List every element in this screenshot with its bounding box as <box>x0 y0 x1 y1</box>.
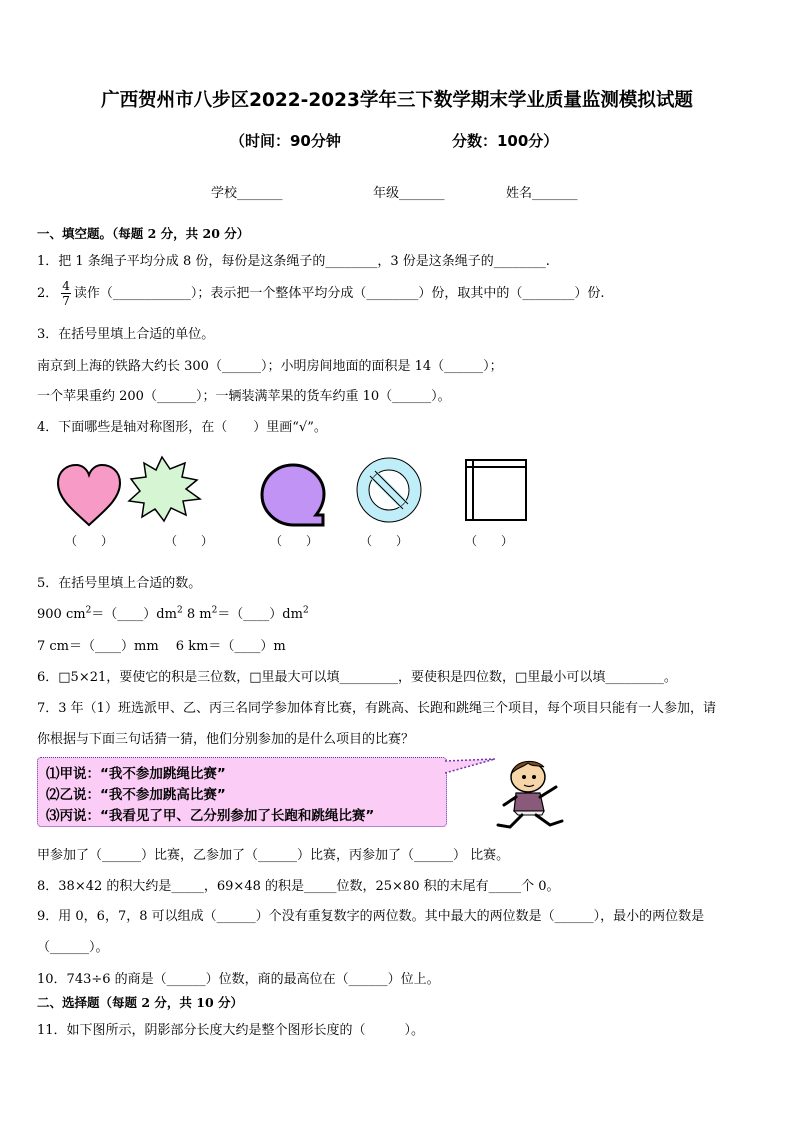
answer-paren-heart[interactable]: （ ） <box>65 534 114 548</box>
fraction-numerator: 4 <box>62 279 70 293</box>
time-label: （时间：90分钟 <box>230 132 341 150</box>
question-3-line-2: 一个苹果重约 200（______）；一辆装满苹果的货车约重 10（______）。 <box>37 389 451 404</box>
question-7-answer: 甲参加了（______）比赛，乙参加了（______）比赛，丙参加了（______） 比赛。 <box>37 848 510 863</box>
grade-field[interactable]: 年级_______ <box>373 186 445 201</box>
answer-paren-ring[interactable]: （ ） <box>360 534 409 548</box>
q2-number: 2． <box>37 286 59 301</box>
question-9-line-1: 9．用 0，6，7，8 可以组成（______）个没有重复数字的两位数。其中最大的两位数是（______），最小的两位数是 <box>37 909 705 924</box>
question-7-line-1: 7．3 年（1）班选派甲、乙、丙三名同学参加体育比赛，有跳高、长跑和跳绳三个项目，每个项目只能有一人参加，请 <box>37 701 716 716</box>
section-2-heading: 二、选择题（每题 2 分，共 10 分） <box>37 995 244 1010</box>
question-9-line-2: （______）。 <box>37 940 109 955</box>
school-field[interactable]: 学校_______ <box>211 186 283 201</box>
square-frame-icon <box>466 460 526 520</box>
question-10: 10．743÷6 的商是（______）位数，商的最高位在（______）位上。 <box>37 972 440 987</box>
running-boy-icon <box>490 755 575 835</box>
page-title: 广西贺州市八步区2022-2023学年三下数学期末学业质量监测模拟试题 <box>101 90 693 111</box>
square-superscript: 2 <box>302 605 309 616</box>
question-3: 3．在括号里填上合适的单位。 <box>37 327 215 342</box>
bubble-line-2: ⑵乙说：“我不参加跳高比赛” <box>46 787 226 803</box>
q5-part-b: ＝（____）dm <box>91 607 177 622</box>
question-3-line-1: 南京到上海的铁路大约长 300（______）；小明房间地面的面积是 14（______）； <box>37 359 503 374</box>
fraction-denominator: 7 <box>62 294 70 308</box>
square-superscript: 2 <box>211 605 218 616</box>
answer-paren-q[interactable]: （ ） <box>270 534 319 548</box>
question-4: 4．下面哪些是轴对称图形，在（ ）里画“√”。 <box>37 420 327 435</box>
fraction <box>61 279 71 308</box>
question-8: 8．38×42 的积大约是_____，69×48 的积是_____位数，25×80 积的末尾有_____个 0。 <box>37 879 560 894</box>
shapes-row <box>50 455 540 530</box>
score-label: 分数：100分） <box>452 132 559 150</box>
bubble-line-1: ⑴甲说：“我不参加跳绳比赛” <box>46 766 226 782</box>
q5-part-d: ＝（____）dm <box>217 607 303 622</box>
question-11: 11．如下图所示，阴影部分长度大约是整个图形长度的（ ）。 <box>37 1023 425 1038</box>
section-1-heading: 一、填空题。（每题 2 分，共 20 分） <box>37 226 250 241</box>
answer-paren-square[interactable]: （ ） <box>465 534 514 548</box>
question-5-line-2: 7 cm＝（____）mm 6 km＝（____）m <box>37 639 286 654</box>
bubble-line-3: ⑶丙说：“我看见了甲、乙分别参加了长跑和跳绳比赛” <box>46 808 375 824</box>
answer-paren-star[interactable]: （ ） <box>165 534 214 548</box>
q5-part-a: 900 cm <box>37 607 86 622</box>
star-burst-icon <box>129 457 200 521</box>
question-5: 5．在括号里填上合适的数。 <box>37 576 202 591</box>
question-1: 1．把 1 条绳子平均分成 8 份，每份是这条绳子的________，3 份是这条绳子的________. <box>37 254 550 269</box>
q5-part-c: 8 m <box>186 607 212 622</box>
question-6: 6．□5×21，要使它的积是三位数，□里最大可以填_________，要使积是四位数，□里最小可以填_________。 <box>37 670 677 685</box>
heart-icon <box>58 465 120 525</box>
question-2 <box>37 279 605 308</box>
question-7-line-2: 你根据与下面三句话猜一猜，他们分别参加的是什么项目的比赛？ <box>37 732 415 747</box>
question-5-line-1 <box>37 603 309 622</box>
letter-q-icon <box>262 465 324 525</box>
name-field[interactable]: 姓名_______ <box>506 186 578 201</box>
q2-text: 读作（____________）；表示把一个整体平均分成（________）份，取其中的（________）份. <box>73 286 605 301</box>
no-sign-icon <box>357 458 421 522</box>
square-superscript: 2 <box>176 605 183 616</box>
square-superscript: 2 <box>85 605 92 616</box>
